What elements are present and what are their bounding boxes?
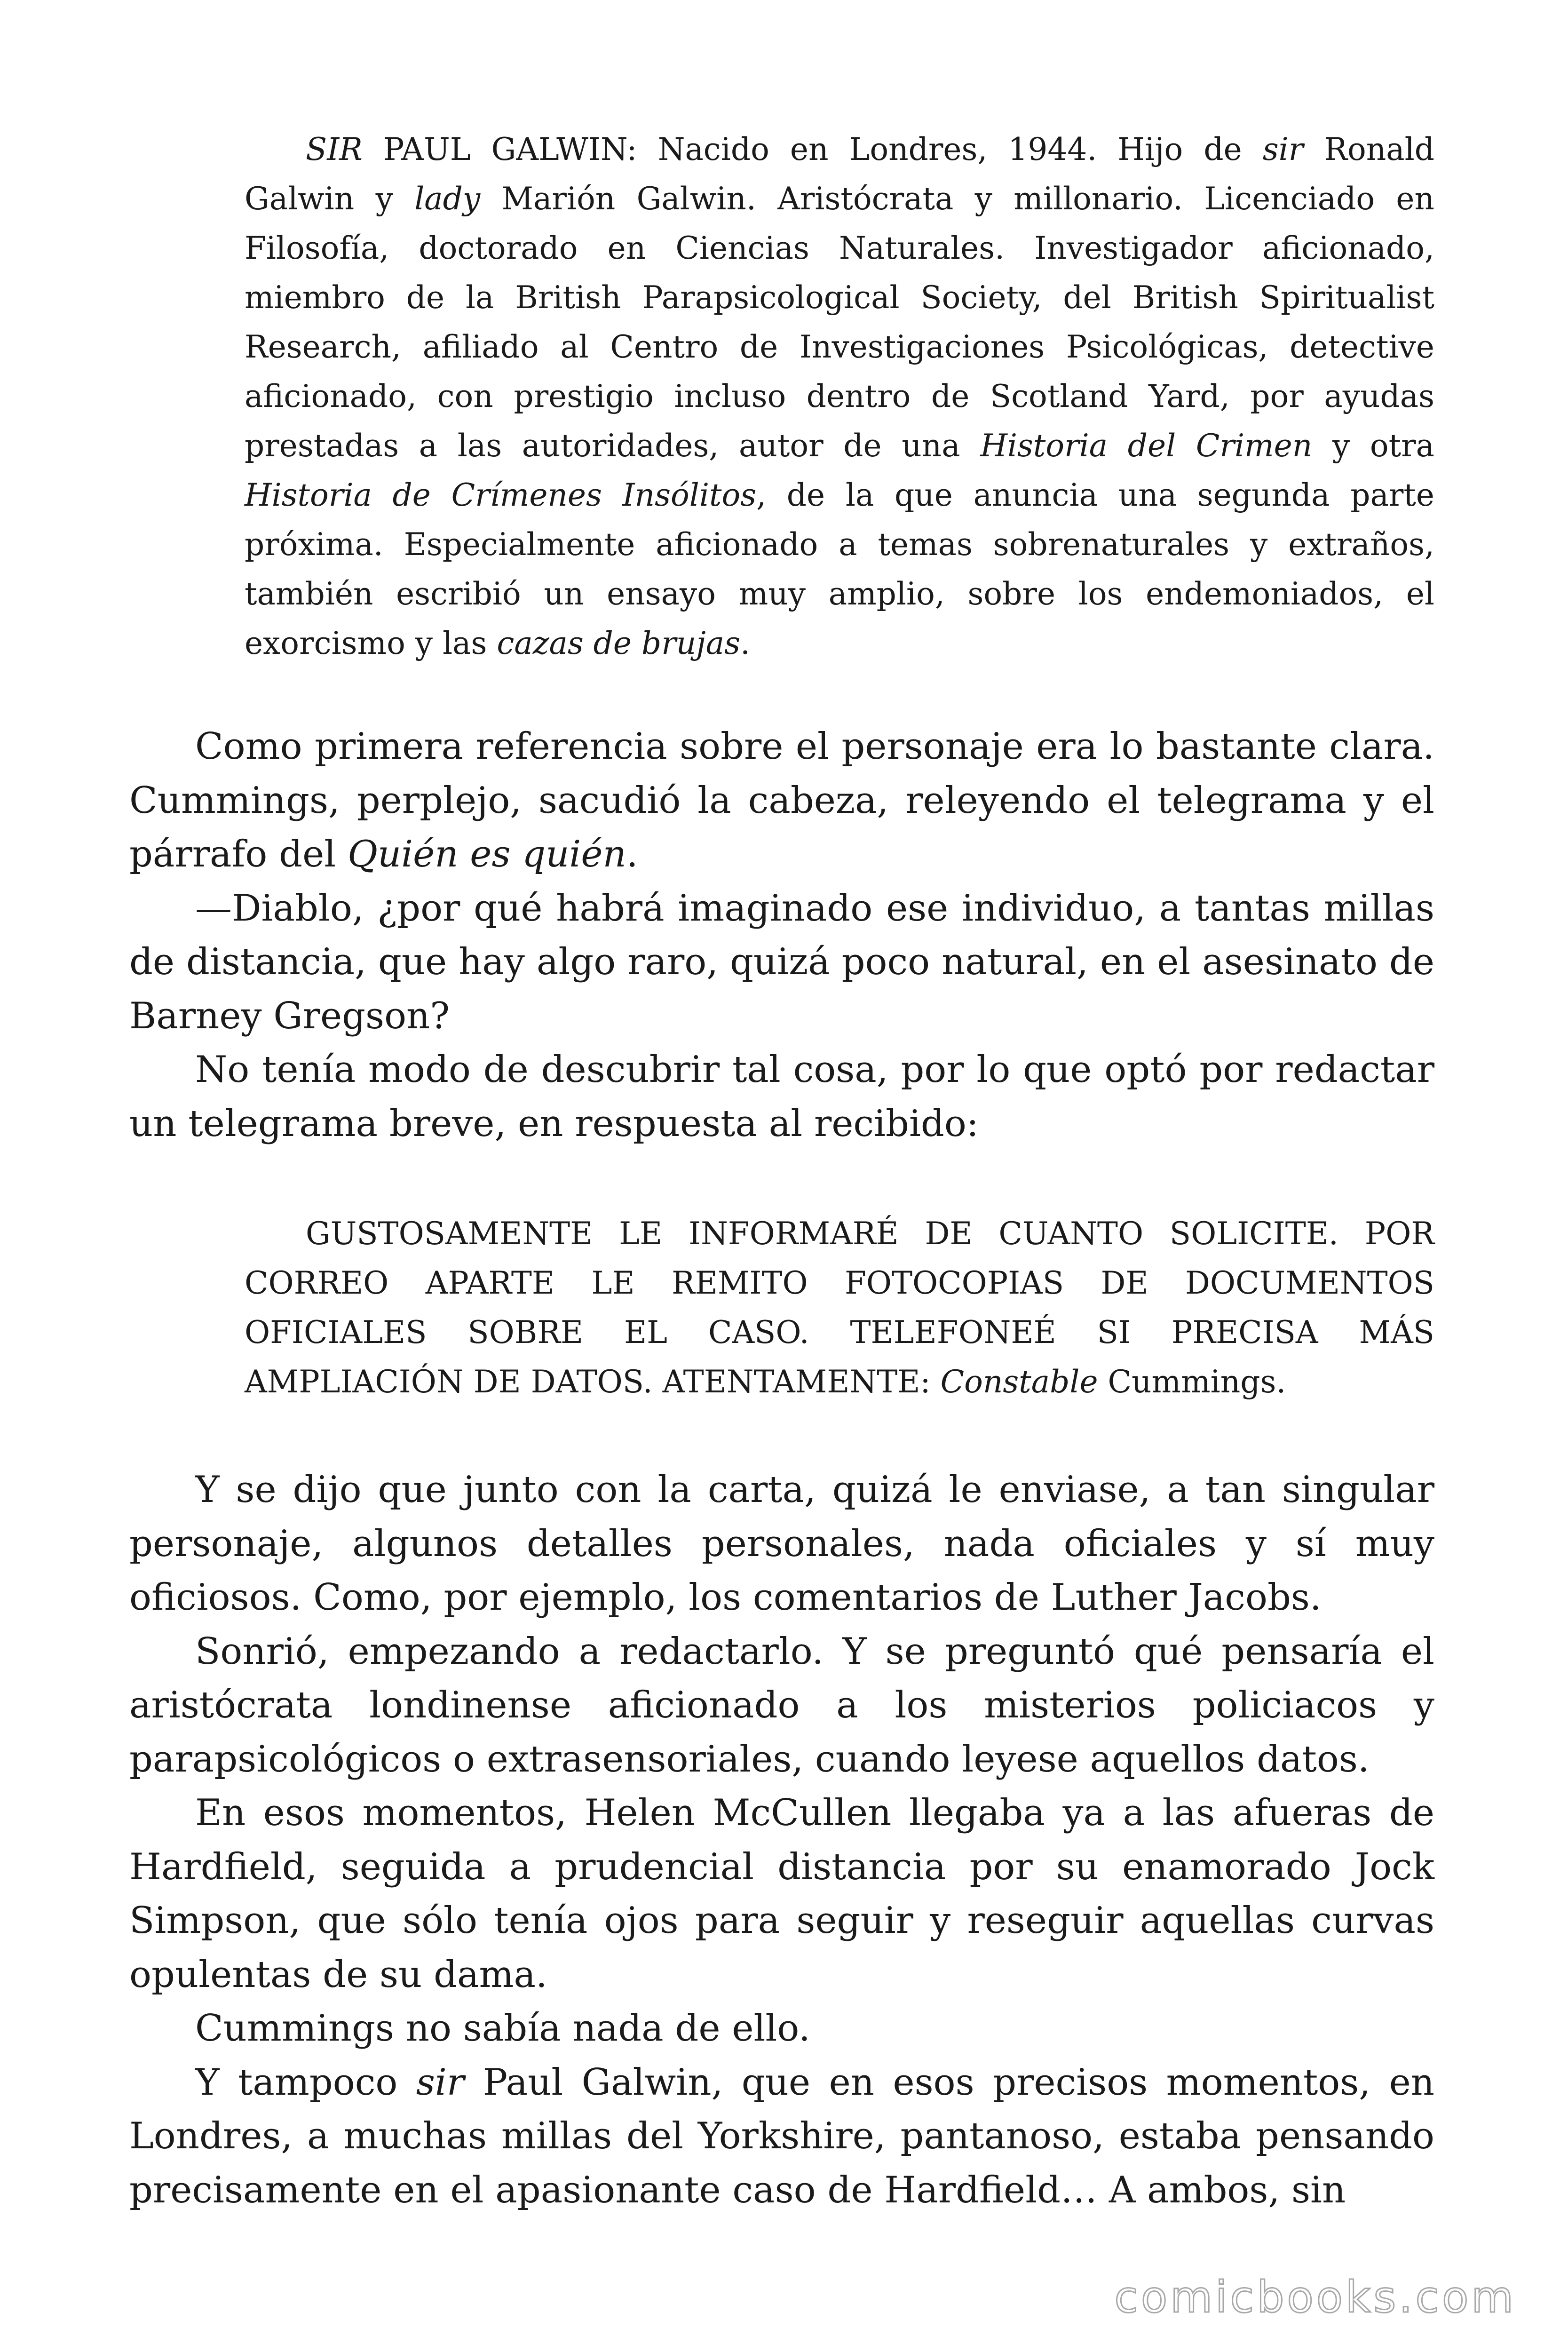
telegram-quote	[245, 1209, 1434, 1406]
telegram-text: GUSTOSAMENTE LE INFORMARÉ DE CUANTO SOLICITE. POR CORREO APARTE LE REMITO FOTOCOPIAS DE DOCUMENTOS OFICIALES SOBRE EL CASO. TELEFONEÉ SI PRECISA MÁS AMPLIACIÓN DE DATOS. ATENTAMENTE:	[245, 1216, 1434, 1400]
paragraph-8-text: Paul Galwin, que en esos precisos momentos, en Londres, a muchas millas del Yorkshire, pantanoso, estaba pensando precisamente en el apasionante caso de Hardfield… A ambos, sin	[129, 2061, 1434, 2211]
bio-book-title-2: Historia de Crímenes Insólitos	[245, 477, 757, 513]
paragraph-6: En esos momentos, Helen McCullen llegaba ya a las afueras de Hardfield, seguida a prudencial distancia por su enamorado Jock Simpson, que sólo tenía ojos para seguir y reseguir aquellas curvas opulentas de su dama.	[129, 1792, 1434, 1996]
paragraph-7: Cummings no sabía nada de ello.	[195, 2007, 810, 2050]
bio-sir-italic-2: sir	[1262, 131, 1304, 167]
bio-text-2: Ronald Galwin y	[245, 131, 1434, 217]
paragraph-8-sir-italic: sir	[416, 2061, 465, 2104]
bio-sir-italic: SIR	[306, 131, 363, 167]
quien-es-quien-italic: Quién es quién	[347, 833, 626, 875]
body-section-2	[129, 1463, 1434, 2217]
bio-text-5: , de la que anuncia una segunda parte próxima. Especialmente aficionado a temas sobrenaturales y extraños, también escribió un ensayo muy amplio, sobre los endemoniados, el exorcismo y las	[245, 477, 1434, 661]
body-section-1	[129, 720, 1434, 1151]
paragraph-2: —Diablo, ¿por qué habrá imaginado ese individuo, a tantas millas de distancia, que hay algo raro, quizá poco natural, en el asesinato de Barney Gregson?	[129, 887, 1434, 1037]
bio-text-6: .	[740, 625, 750, 661]
bio-book-title-1: Historia del Crimen	[980, 428, 1313, 464]
bio-cazas-italic: cazas de brujas	[497, 625, 740, 661]
telegram-signoff: Cummings.	[1098, 1364, 1286, 1400]
paragraph-1-end: .	[626, 833, 638, 875]
paragraph-3: No tenía modo de descubrir tal cosa, por lo que optó por redactar un telegrama breve, en respuesta al recibido:	[129, 1049, 1434, 1145]
paragraph-5: Sonrió, empezando a redactarlo. Y se preguntó qué pensaría el aristócrata londinense aficionado a los misterios policiacos y parapsicológicos o extrasensoriales, cuando leyese aquellos datos.	[129, 1630, 1434, 1780]
paragraph-8-start: Y tampoco	[195, 2061, 416, 2104]
bio-lady-italic: lady	[414, 181, 481, 217]
paragraph-4: Y se dijo que junto con la carta, quizá le enviase, a tan singular personaje, algunos detalles personales, nada oficiales y sí muy oficiosos. Como, por ejemplo, los comentarios de Luther Jacobs.	[129, 1469, 1434, 1619]
telegram-constable-italic: Constable	[940, 1364, 1098, 1400]
paragraph-1	[129, 720, 1434, 882]
paragraph-1-text: Como primera referencia sobre el personaje era lo bastante clara. Cummings, perplejo, sacudió la cabeza, releyendo el telegrama y el párrafo del	[129, 725, 1434, 875]
bio-text-3: Marión Galwin. Aristócrata y millonario. Licenciado en Filosofía, doctorado en Ciencias Naturales. Investigador aficionado, miembro de la British Parapsicological Society, del British Spiritualist Research, afiliado al Centro de Investigaciones Psicológicas, detective aficionado, con prestigio incluso dentro de Scotland Yard, por ayudas prestadas a las autoridades, autor de una	[245, 181, 1434, 464]
bio-text-1: PAUL GALWIN: Nacido en Londres, 1944. Hijo de	[362, 131, 1263, 167]
watermark: comicbooks.com	[1114, 2272, 1516, 2322]
paragraph-8	[129, 2056, 1434, 2217]
bio-quote	[245, 125, 1434, 668]
bio-text-4: y otra	[1312, 428, 1434, 464]
